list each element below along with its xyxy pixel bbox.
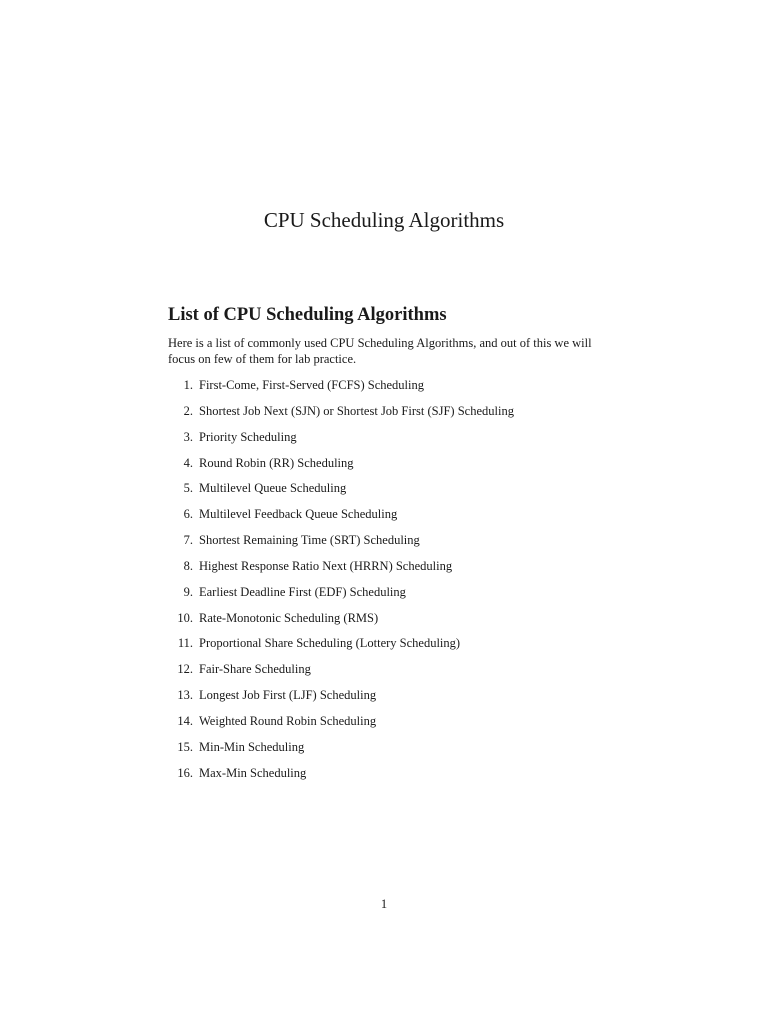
list-item-number: 2. (183, 403, 193, 418)
page-number: 1 (380, 897, 388, 911)
list-item (168, 428, 608, 454)
list-item-label: Earliest Deadline First (EDF) Scheduling (199, 584, 406, 599)
list-item-label: Highest Response Ratio Next (HRRN) Scheduling (199, 558, 453, 573)
list-item-number: 5. (183, 481, 193, 496)
list-item-number: 8. (183, 558, 193, 573)
list-item (168, 634, 608, 660)
list-item-label: Fair-Share Scheduling (199, 662, 311, 677)
list-item (168, 609, 608, 635)
section-heading: List of CPU Scheduling Algorithms (168, 305, 447, 325)
list-item (168, 505, 608, 531)
list-item-label: Longest Job First (LJF) Scheduling (199, 688, 377, 703)
list-item-number: 16. (177, 765, 193, 780)
list-item-number: 3. (183, 429, 193, 444)
list-item (168, 376, 608, 402)
list-item (168, 738, 608, 764)
list-item (168, 583, 608, 609)
intro-paragraph: Here is a list of commonly used CPU Scheduling Algorithms, and out of this we will focus on few of them for lab practice. (168, 336, 592, 366)
list-item-number: 7. (183, 533, 193, 548)
list-item-label: First-Come, First-Served (FCFS) Scheduling (199, 378, 425, 392)
list-item-label: Round Robin (RR) Scheduling (199, 455, 354, 470)
list-item-label: Shortest Job Next (SJN) or Shortest Job First (SJF) Scheduling (199, 403, 514, 418)
document-title: CPU Scheduling Algorithms (263, 208, 505, 232)
algorithm-list (168, 376, 608, 790)
list-item-number: 10. (177, 610, 193, 625)
list-item-number: 11. (177, 636, 193, 651)
list-item (168, 764, 608, 790)
list-item (168, 557, 608, 583)
list-item-number: 6. (183, 507, 193, 522)
list-item (168, 712, 608, 738)
list-item (168, 531, 608, 557)
list-item (168, 479, 608, 505)
list-item-label: Min-Min Scheduling (199, 739, 305, 754)
list-item-label: Weighted Round Robin Scheduling (199, 713, 377, 728)
list-item-number: 9. (183, 584, 193, 599)
list-item-number: 1. (183, 378, 193, 392)
list-item-number: 4. (183, 455, 193, 470)
list-item (168, 454, 608, 480)
list-item-label: Multilevel Feedback Queue Scheduling (199, 507, 398, 522)
list-item-label: Multilevel Queue Scheduling (199, 481, 347, 496)
list-item-label: Max-Min Scheduling (199, 765, 307, 780)
list-item-label: Shortest Remaining Time (SRT) Scheduling (199, 533, 420, 548)
list-item-number: 12. (177, 662, 193, 677)
list-item-label: Rate-Monotonic Scheduling (RMS) (199, 610, 379, 625)
list-item-label: Proportional Share Scheduling (Lottery Scheduling) (199, 636, 461, 651)
list-item (168, 660, 608, 686)
list-item-number: 13. (177, 688, 193, 703)
list-item-label: Priority Scheduling (199, 429, 297, 444)
list-item (168, 402, 608, 428)
list-item-number: 15. (177, 739, 193, 754)
list-item-number: 14. (177, 713, 193, 728)
list-item (168, 686, 608, 712)
